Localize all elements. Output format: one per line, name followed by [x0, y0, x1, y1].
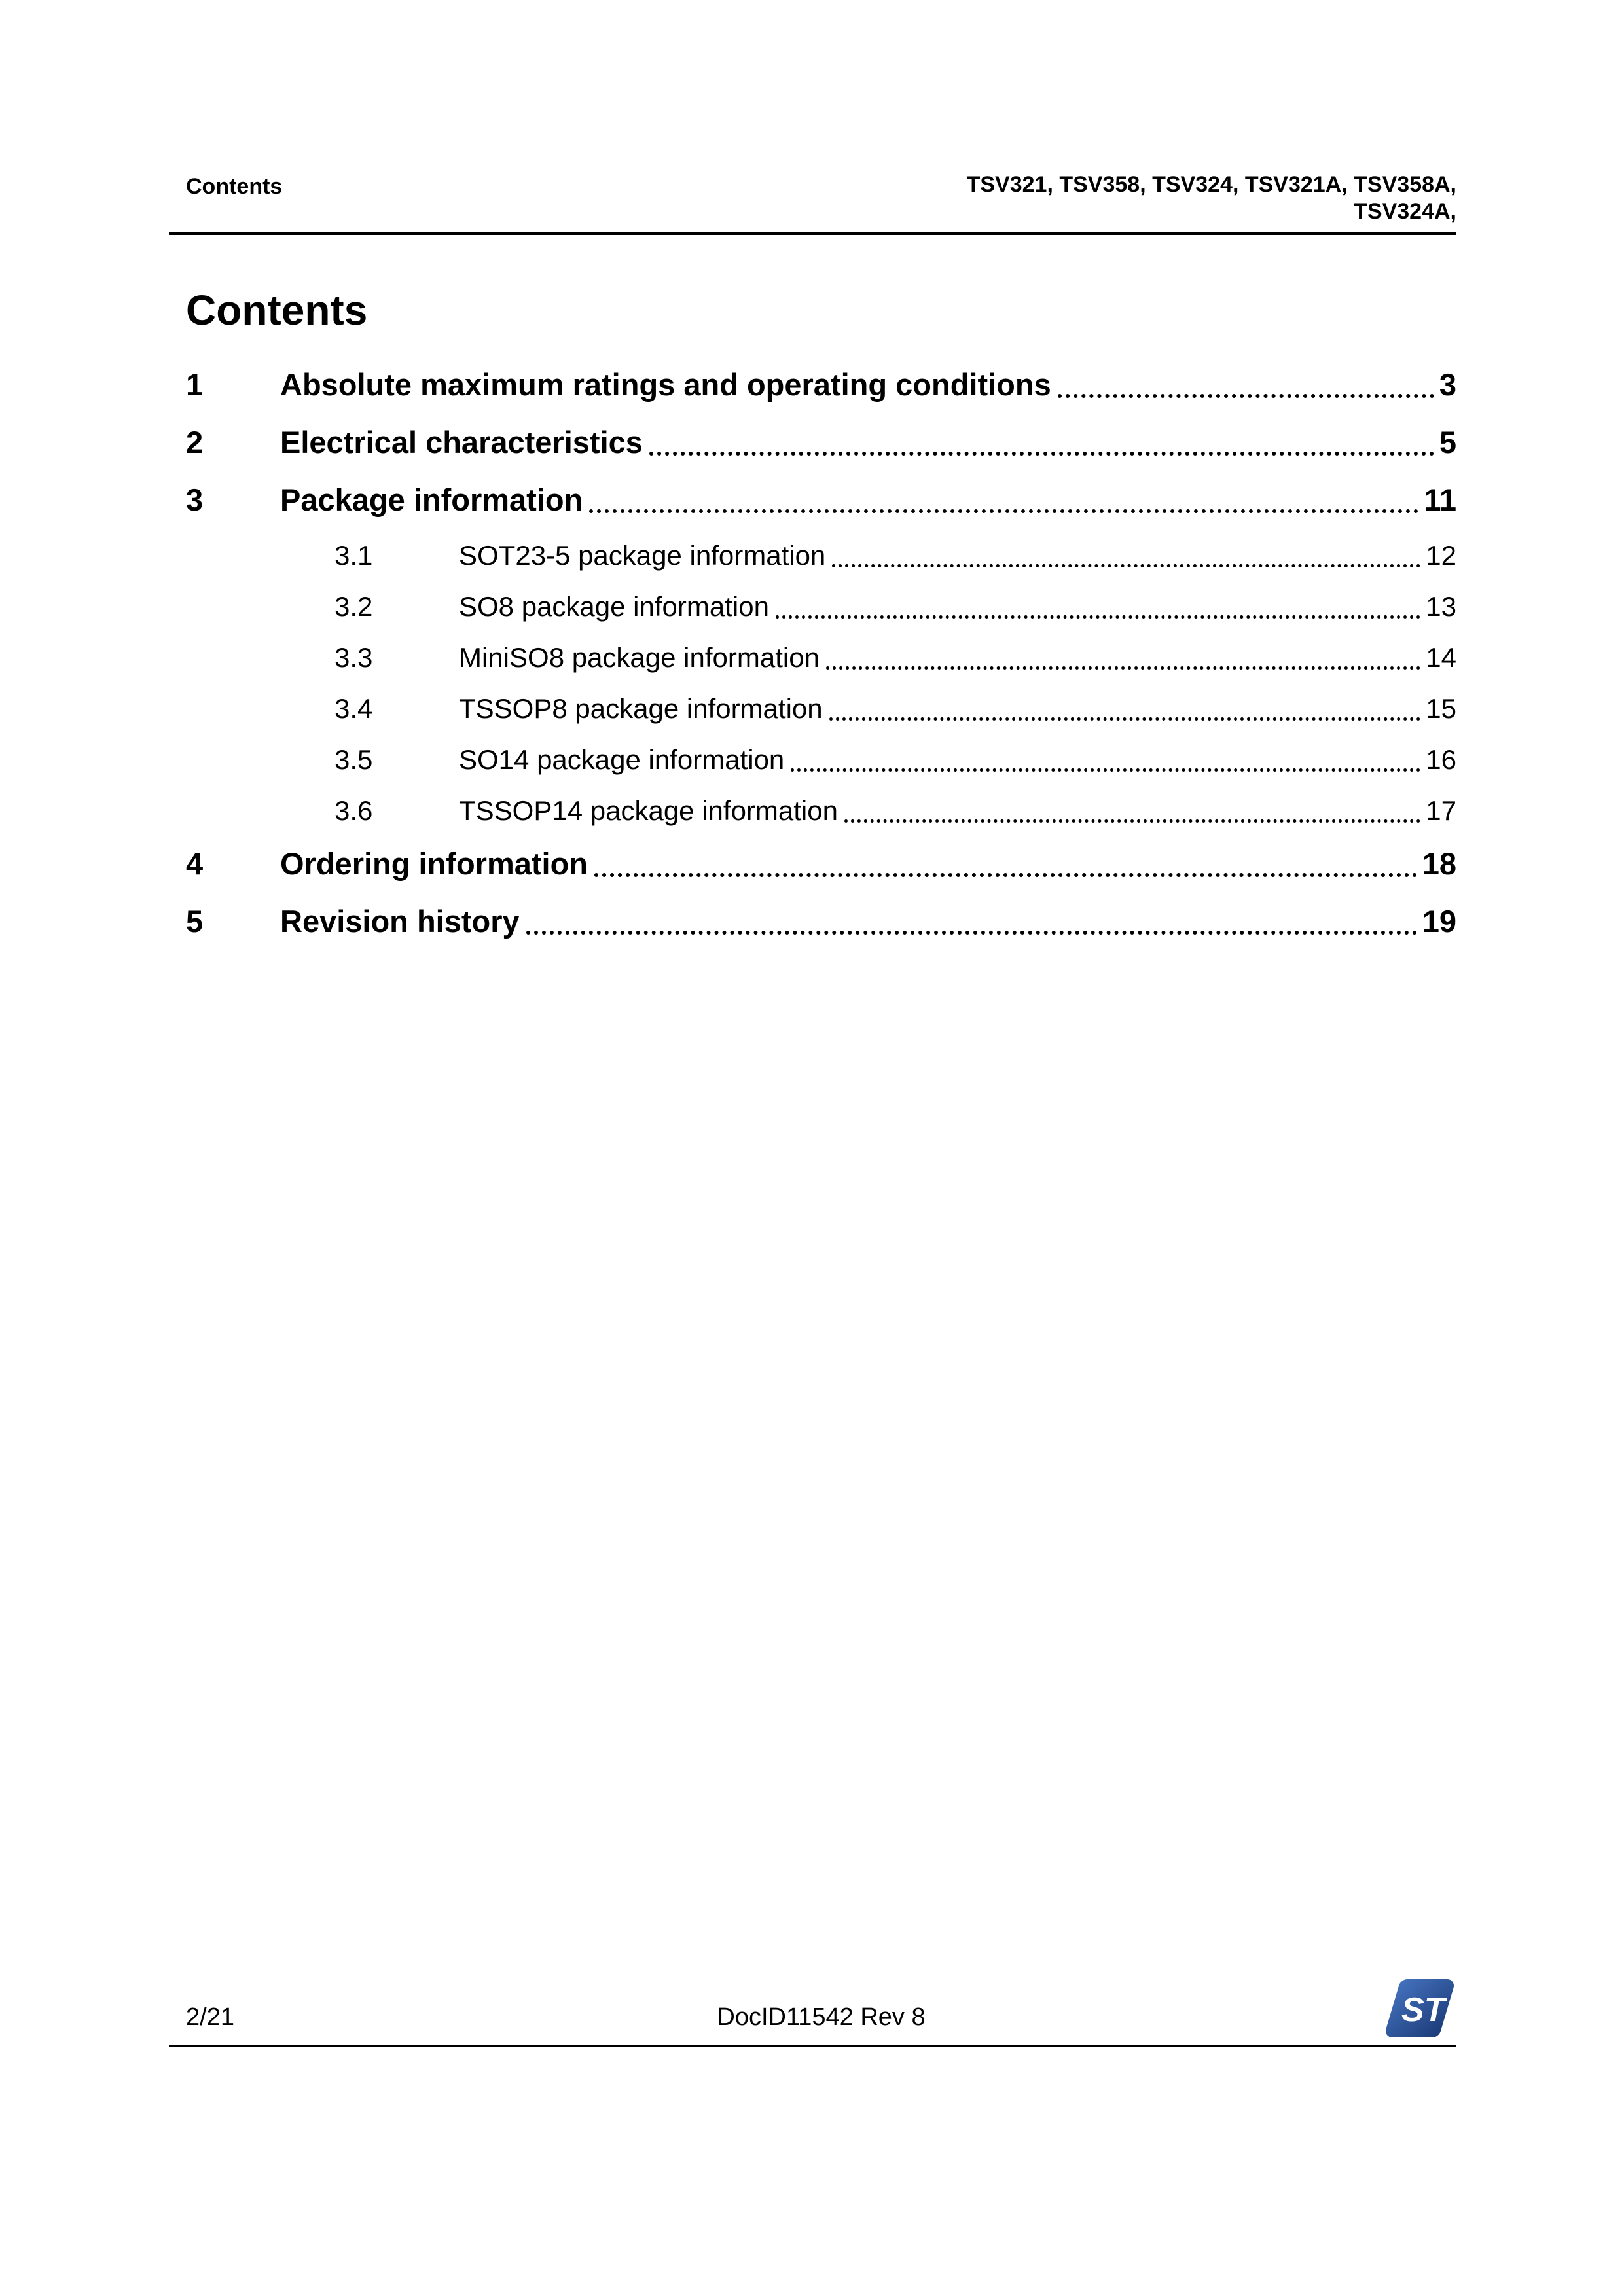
header-part-numbers: [967, 171, 1456, 226]
toc-entry[interactable]: [186, 639, 1456, 676]
toc-leader-dots: [832, 564, 1420, 567]
toc-entry-page: 14: [1426, 641, 1456, 673]
toc-entry[interactable]: [186, 480, 1456, 520]
toc-leader-dots: [649, 452, 1434, 456]
toc-entry-label: SO14 package information: [459, 744, 785, 775]
toc-entry-number: 3.1: [334, 539, 373, 571]
footer-page-indicator: 2/21: [186, 2003, 234, 2031]
toc-entry-label: Revision history: [280, 903, 520, 939]
toc-entry-page: 13: [1426, 590, 1456, 622]
toc-entry[interactable]: [186, 691, 1456, 727]
toc-entry-label: MiniSO8 package information: [459, 641, 820, 673]
toc-leader-dots: [829, 717, 1421, 721]
footer-doc-id: DocID11542 Rev 8: [717, 2003, 926, 2031]
toc-leader-dots: [526, 931, 1417, 935]
toc-entry-page: 17: [1426, 795, 1456, 826]
toc-leader-dots: [776, 615, 1420, 619]
toc-entry-label: Absolute maximum ratings and operating conditions: [280, 367, 1051, 402]
toc-entry-label: SOT23-5 package information: [459, 539, 826, 571]
toc-entry-label: Electrical characteristics: [280, 424, 643, 459]
toc-entry-page: 15: [1426, 692, 1456, 724]
page-title: Contents: [186, 286, 368, 334]
toc-entry-label: Package information: [280, 482, 583, 517]
toc-leader-dots: [844, 819, 1420, 823]
toc-entry[interactable]: [186, 422, 1456, 463]
toc-leader-dots: [589, 509, 1418, 513]
st-logo-icon: [1383, 1977, 1456, 2041]
toc-entry[interactable]: [186, 365, 1456, 405]
toc-leader-dots: [594, 873, 1417, 877]
toc-list: [186, 365, 1456, 942]
toc-entry-page: 18: [1422, 846, 1456, 881]
toc-entry-number: 3: [186, 482, 204, 517]
toc-entry-number: 2: [186, 424, 204, 459]
toc-entry-label: TSSOP14 package information: [459, 795, 838, 826]
page-header: [169, 0, 1456, 235]
toc-entry[interactable]: [186, 742, 1456, 778]
header-part-numbers-line2: TSV324A,: [1354, 199, 1456, 224]
toc-entry-label: Ordering information: [280, 846, 588, 881]
toc-entry-label: TSSOP8 package information: [459, 692, 823, 724]
svg-text:ST: ST: [1401, 1991, 1445, 2029]
toc-entry-number: 3.3: [334, 641, 373, 673]
toc-entry-number: 3.6: [334, 795, 373, 826]
toc-leader-dots: [826, 666, 1420, 670]
toc-entry-number: 5: [186, 903, 204, 939]
toc-entry-page: 11: [1424, 482, 1456, 517]
toc-entry-number: 3.2: [334, 590, 373, 622]
toc-entry-page: 16: [1426, 744, 1456, 775]
toc-entry-number: 3.5: [334, 744, 373, 775]
toc-entry-number: 1: [186, 367, 204, 402]
toc-entry-page: 19: [1422, 903, 1456, 939]
toc-entry-number: 3.4: [334, 692, 373, 724]
toc-leader-dots: [791, 768, 1420, 772]
toc-entry-page: 3: [1439, 367, 1456, 402]
page-footer: [169, 1977, 1456, 2047]
header-section-label: Contents: [186, 174, 283, 199]
toc-entry-page: 5: [1439, 424, 1456, 459]
toc-entry[interactable]: [186, 793, 1456, 829]
toc-entry[interactable]: [186, 537, 1456, 574]
toc-entry-number: 4: [186, 846, 204, 881]
toc-entry[interactable]: [186, 844, 1456, 884]
toc-entry-label: SO8 package information: [459, 590, 769, 622]
toc-entry[interactable]: [186, 901, 1456, 942]
toc-leader-dots: [1058, 394, 1434, 398]
toc-entry-page: 12: [1426, 539, 1456, 571]
header-part-numbers-line1: TSV321, TSV358, TSV324, TSV321A, TSV358A,: [966, 172, 1456, 197]
toc-entry[interactable]: [186, 588, 1456, 625]
